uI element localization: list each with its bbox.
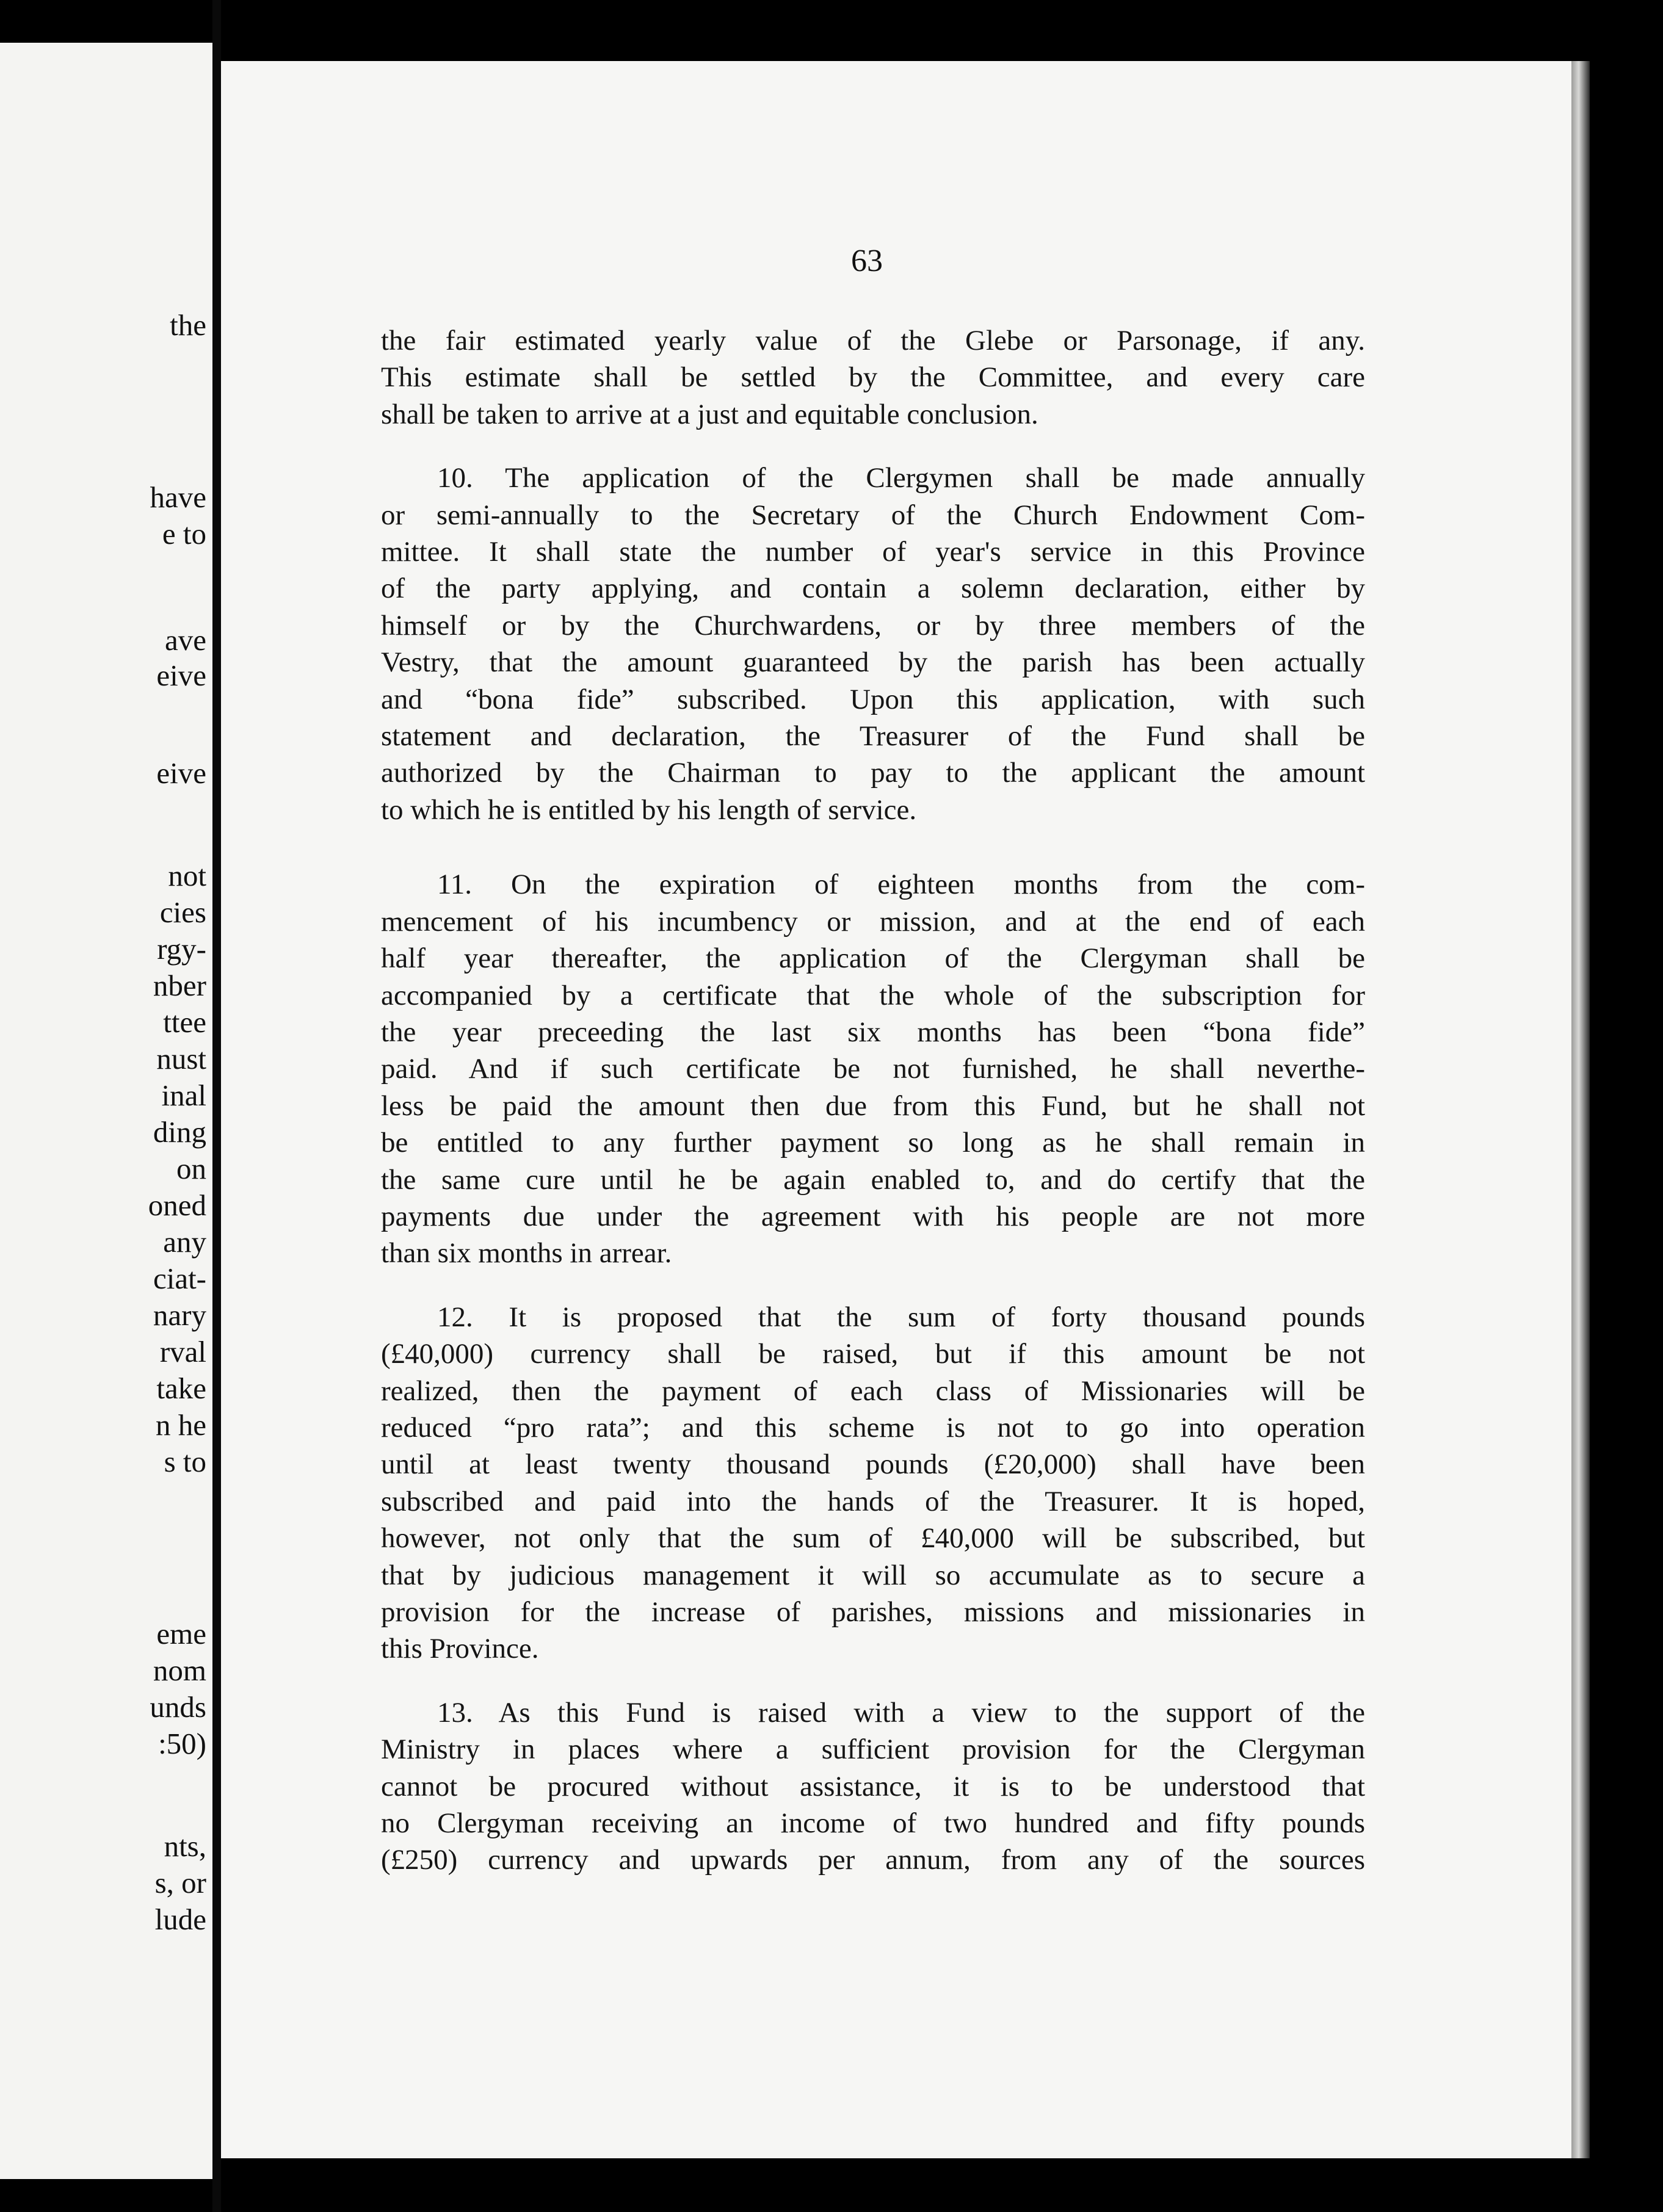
facing-page-fragment: rgy- bbox=[157, 932, 206, 966]
facing-page-fragment: ave bbox=[165, 623, 206, 657]
body-text bbox=[381, 322, 1365, 1879]
paragraph-12 bbox=[381, 1299, 1365, 1668]
facing-page-fragment: s to bbox=[164, 1445, 206, 1478]
facing-page-fragment: n he bbox=[156, 1408, 206, 1442]
facing-page-fragment: unds bbox=[150, 1690, 206, 1724]
facing-page-fragment: nber bbox=[153, 969, 206, 1002]
text-line: of the party applying, and contain a solemn declaration, either by bbox=[381, 573, 1365, 605]
facing-page-fragment: have bbox=[150, 480, 206, 514]
text-line: that by judicious management it will so accumulate as to secure a bbox=[381, 1559, 1365, 1591]
facing-page-fragment: inal bbox=[161, 1079, 206, 1112]
text-line: 11. On the expiration of eighteen months from the com- bbox=[437, 869, 1365, 901]
text-line: no Clergyman receiving an income of two hundred and fifty pounds bbox=[381, 1807, 1365, 1840]
facing-page-fragment: s, or bbox=[154, 1866, 206, 1899]
text-line: mittee. It shall state the number of year's service in this Province bbox=[381, 536, 1365, 568]
text-line: subscribed and paid into the hands of the Treasurer. It is hoped, bbox=[381, 1485, 1365, 1517]
text-line: mencement of his incumbency or mission, and at the end of each bbox=[381, 905, 1365, 938]
page-edge-shadow bbox=[1571, 61, 1590, 2158]
text-line: accompanied by a certificate that the whole of the subscription for bbox=[381, 979, 1365, 1011]
text-line: (£40,000) currency shall be raised, but if this amount be not bbox=[381, 1338, 1365, 1370]
facing-page-fragment: nts, bbox=[164, 1829, 206, 1863]
facing-page-fragment: ding bbox=[153, 1115, 206, 1149]
text-line: less be paid the amount then due from this Fund, but he shall not bbox=[381, 1090, 1365, 1122]
facing-page-fragment: eive bbox=[156, 756, 206, 790]
text-line: half year thereafter, the application of the Clergyman shall be bbox=[381, 942, 1365, 975]
facing-page-fragment: not bbox=[168, 859, 206, 892]
text-line: provision for the increase of parishes, missions and missionaries in bbox=[381, 1596, 1365, 1628]
text-line: the fair estimated yearly value of the Glebe or Parsonage, if any. bbox=[381, 325, 1365, 356]
text-line: cannot be procured without assistance, it is to be understood that bbox=[381, 1770, 1365, 1802]
gutter-shadow bbox=[212, 0, 221, 2212]
text-line: this Province. bbox=[381, 1633, 539, 1665]
paragraph-continuation bbox=[381, 322, 1365, 433]
text-line: payments due under the agreement with his people are not more bbox=[381, 1200, 1365, 1232]
facing-page-fragment: any bbox=[163, 1225, 206, 1259]
text-line: This estimate shall be settled by the Committee, and every care bbox=[381, 361, 1365, 394]
facing-page-margin bbox=[0, 43, 212, 2179]
facing-page-fragment: take bbox=[156, 1372, 206, 1405]
text-line: realized, then the payment of each class of Missionaries will be bbox=[381, 1375, 1365, 1407]
paragraph-13 bbox=[381, 1694, 1365, 1879]
facing-page-fragment: nary bbox=[153, 1298, 206, 1332]
text-line: Vestry, that the amount guaranteed by the parish has been actually bbox=[381, 646, 1365, 679]
text-line: the year preceeding the last six months has been “bona fide” bbox=[381, 1016, 1365, 1048]
text-line: however, not only that the sum of £40,000 will be subscribed, but bbox=[381, 1522, 1365, 1555]
text-line: Ministry in places where a sufficient provision for the Clergyman bbox=[381, 1733, 1365, 1766]
text-line: 13. As this Fund is raised with a view to the support of the bbox=[437, 1696, 1365, 1729]
page-number: 63 bbox=[851, 244, 883, 278]
paragraph-10 bbox=[381, 460, 1365, 828]
text-line: and “bona fide” subscribed. Upon this application, with such bbox=[381, 683, 1365, 715]
text-line: (£250) currency and upwards per annum, from any of the sources bbox=[381, 1844, 1365, 1876]
facing-page-fragment: ciat- bbox=[153, 1262, 206, 1295]
facing-page-fragment: nom bbox=[153, 1654, 206, 1687]
paragraph-11 bbox=[381, 866, 1365, 1271]
facing-page-fragment: nust bbox=[156, 1042, 206, 1075]
text-line: reduced “pro rata”; and this scheme is not to go into operation bbox=[381, 1411, 1365, 1444]
facing-page-fragment: ttee bbox=[163, 1005, 206, 1039]
text-line: authorized by the Chairman to pay to the applicant the amount bbox=[381, 757, 1365, 789]
facing-page-fragment: cies bbox=[159, 895, 206, 929]
facing-page-fragment: rval bbox=[159, 1335, 206, 1368]
text-line: himself or by the Churchwardens, or by three members of the bbox=[381, 609, 1365, 642]
text-line: until at least twenty thousand pounds (£20,000) shall have been bbox=[381, 1448, 1365, 1481]
text-line: or semi-annually to the Secretary of the Church Endowment Com- bbox=[381, 499, 1365, 531]
text-line: shall be taken to arrive at a just and equitable conclusion. bbox=[381, 398, 1038, 430]
text-line: to which he is entitled by his length of service. bbox=[381, 793, 917, 826]
facing-page-fragment: :50) bbox=[158, 1727, 206, 1760]
facing-page-fragment: eive bbox=[156, 659, 206, 692]
text-line: paid. And if such certificate be not furnished, he shall neverthe- bbox=[381, 1053, 1365, 1085]
text-line: 12. It is proposed that the sum of forty thousand pounds bbox=[437, 1301, 1365, 1333]
text-line: be entitled to any further payment so long as he shall remain in bbox=[381, 1127, 1365, 1159]
facing-page-fragment: lude bbox=[154, 1903, 206, 1936]
text-line: the same cure until he be again enabled to, and do certify that the bbox=[381, 1163, 1365, 1196]
facing-page-fragment: the bbox=[170, 308, 206, 342]
text-line: 10. The application of the Clergymen shall be made annually bbox=[437, 462, 1365, 494]
facing-page-fragment: oned bbox=[148, 1188, 206, 1222]
facing-page-fragment: on bbox=[176, 1152, 206, 1185]
facing-page-fragment: eme bbox=[156, 1617, 206, 1650]
text-line: statement and declaration, the Treasurer of the Fund shall be bbox=[381, 720, 1365, 753]
text-line: than six months in arrear. bbox=[381, 1237, 672, 1270]
facing-page-fragment: e to bbox=[162, 517, 206, 551]
